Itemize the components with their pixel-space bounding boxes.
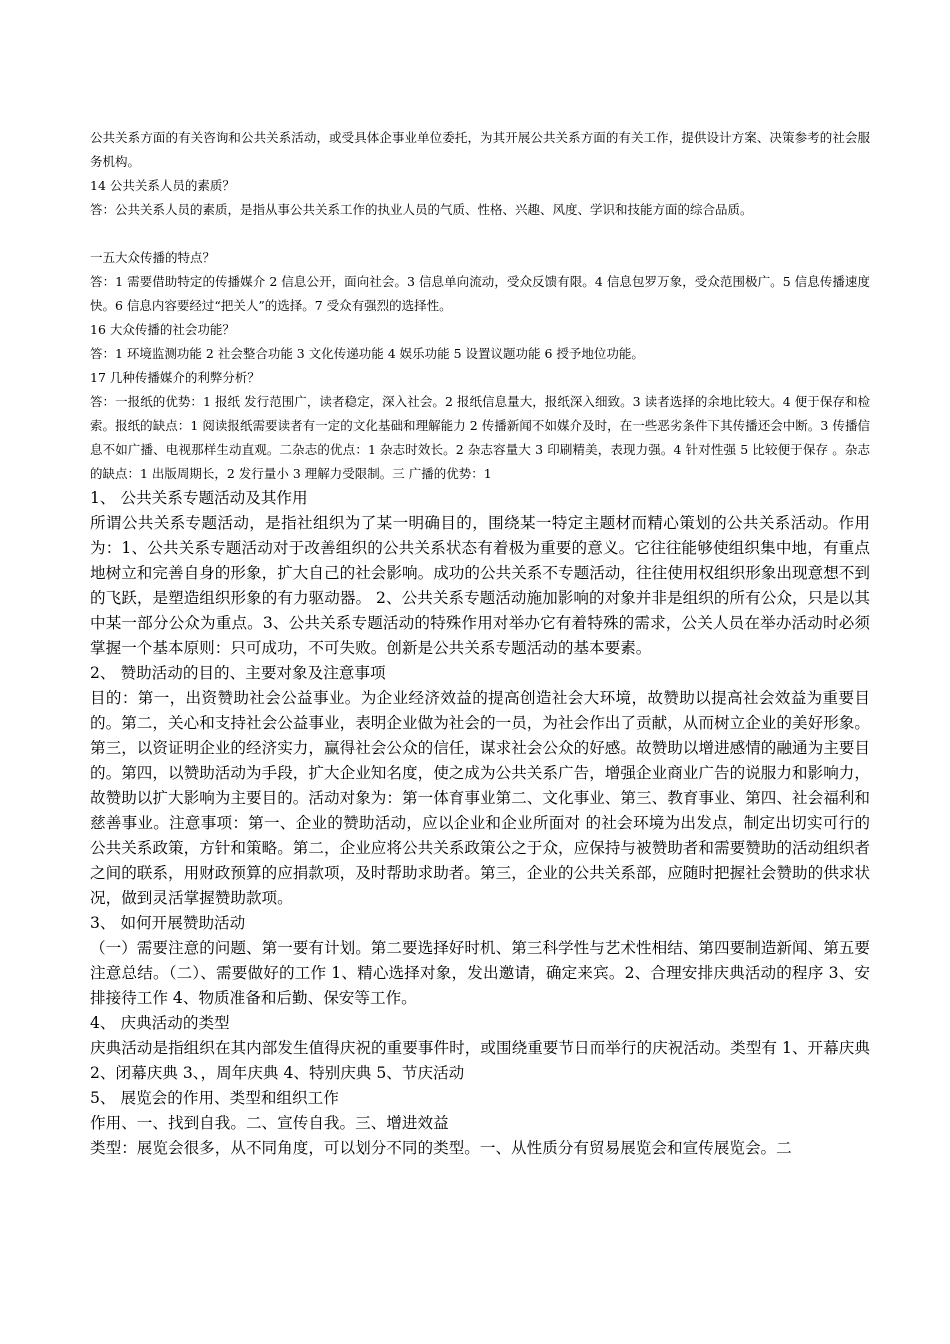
paragraph-4: 庆典活动是指组织在其内部发生值得庆祝的重要事件时，或围绕重要节日而举行的庆祝活动。类型有 1、开幕庆典 2、闭幕庆典 3、，周年庆典 4、特别庆典 5、节庆活动: [90, 1039, 870, 1082]
question-15: 一五大众传播的特点？: [90, 250, 216, 265]
answer-17: 答：一报纸的优势：1 报纸 发行范围广，读者稳定，深入社会。2 报纸信息量大，报纸深入细致。3 读者选择的余地比较大。4 便于保存和检索。报纸的缺点：1 阅读报纸需要读者有一定的文化基础和理解能力 2 传播新闻不如媒介及时，在一些恶劣条件下其传播还会中断。3 传播信息不如广播、电视那样生动直观。二杂志的优点：1 杂志时效长。2 杂志容量大 3 印刷精美，表现力强。4 针对性强 5 比较便于保存 。杂志的缺点：1 出版周期长，2 发行量小 3 理解力受限制。三 广播的优势：1: [90, 394, 870, 481]
question-14: 14 公共关系人员的素质？: [90, 178, 235, 193]
blank-line: [90, 222, 870, 246]
answer-16: 答：1 环境监测功能 2 社会整合功能 3 文化传递功能 4 娱乐功能 5 设置议题功能 6 授予地位功能。: [90, 346, 644, 361]
qa-section: [90, 126, 870, 486]
question-16: 16 大众传播的社会功能？: [90, 322, 235, 337]
paragraph-3: （一）需要注意的问题、第一要有计划。第二要选择好时机、第三科学性与艺术性相结、第四要制造新闻、第五要注意总结。（二）、需要做好的工作 1、精心选择对象，发出邀请，确定来宾。2、合理安排庆典活动的程序 3、安排接待工作 4、物质准备和后勤、保安等工作。: [90, 939, 870, 1007]
question-17: 17 几种传播媒介的利弊分析？: [90, 370, 260, 385]
heading-2: 2、 赞助活动的目的、主要对象及注意事项: [90, 664, 386, 682]
paragraph-pr-agency-definition: 公共关系方面的有关咨询和公共关系活动，或受具体企事业单位委托，为其开展公共关系方面的有关工作，提供设计方案、决策参考的社会服务机构。: [90, 130, 870, 169]
heading-4: 4、 庆典活动的类型: [90, 1014, 230, 1032]
heading-1: 1、 公共关系专题活动及其作用: [90, 489, 308, 507]
answer-15: 答：1 需要借助特定的传播媒介 2 信息公开，面向社会。3 信息单向流动，受众反馈有限。4 信息包罗万象，受众范围极广。5 信息传播速度快。6 信息内容要经过“把关人”的选择。7 受众有强烈的选择性。: [90, 274, 870, 313]
heading-3: 3、 如何开展赞助活动: [90, 914, 246, 932]
paragraph-1: 所谓公共关系专题活动，是指社组织为了某一明确目的，围绕某一特定主题材而精心策划的公共关系活动。作用为：1、公共关系专题活动对于改善组织的公共关系状态有着极为重要的意义。它往往能够使组织集中地，有重点地树立和完善自身的形象，扩大自己的社会影响。成功的公共关系不专题活动，往往使用权组织形象出现意想不到的飞跃，是塑造组织形象的有力驱动器。 2、公共关系专题活动施加影响的对象并非是组织的所有公众，只是以其中某一部分公众为重点。3、公共关系专题活动的特殊作用对举办它有着特殊的需求，公关人员在举办活动时必须掌握一个基本原则：只可成功，不可失败。创新是公共关系专题活动的基本要素。: [90, 514, 870, 657]
answer-14: 答：公共关系人员的素质，是指从事公共关系工作的执业人员的气质、性格、兴趣、风度、学识和技能方面的综合品质。: [90, 202, 753, 217]
document-page: [90, 126, 870, 1161]
heading-5: 5、 展览会的作用、类型和组织工作: [90, 1089, 339, 1107]
paragraph-2: 目的：第一，出资赞助社会公益事业。为企业经济效益的提高创造社会大环境，故赞助以提高社会效益为重要目的。第二，关心和支持社会公益事业，表明企业做为社会的一员，为社会作出了贡献，从而树立企业的美好形象。第三，以资证明企业的经济实力，赢得社会公众的信任，谋求社会公众的好感。故赞助以增进感情的融通为主要目的。第四，以赞助活动为手段，扩大企业知名度，使之成为公共关系广告，增强企业商业广告的说服力和影响力，故赞助以扩大影响为主要目的。活动对象为：第一体育事业第二、文化事业、第三、教育事业、第四、社会福利和慈善事业。注意事项：第一、企业的赞助活动，应以企业和企业所面对 的社会环境为出发点，制定出切实可行的公共关系政策，方针和策略。第二，企业应将公共关系政策公之于众，应保持与被赞助者和需要赞助的活动组织者之间的联系，用财政预算的应捐款项，及时帮助求助者。第三，企业的公共关系部，应随时把握社会赞助的供求状况，做到灵活掌握赞助款项。: [90, 689, 870, 907]
topic-section: [90, 486, 870, 1161]
paragraph-5b: 类型：展览会很多，从不同角度，可以划分不同的类型。一、从性质分有贸易展览会和宣传展览会。二: [90, 1139, 792, 1157]
paragraph-5a: 作用、一、找到自我。二、宣传自我。三、增进效益: [90, 1114, 449, 1132]
